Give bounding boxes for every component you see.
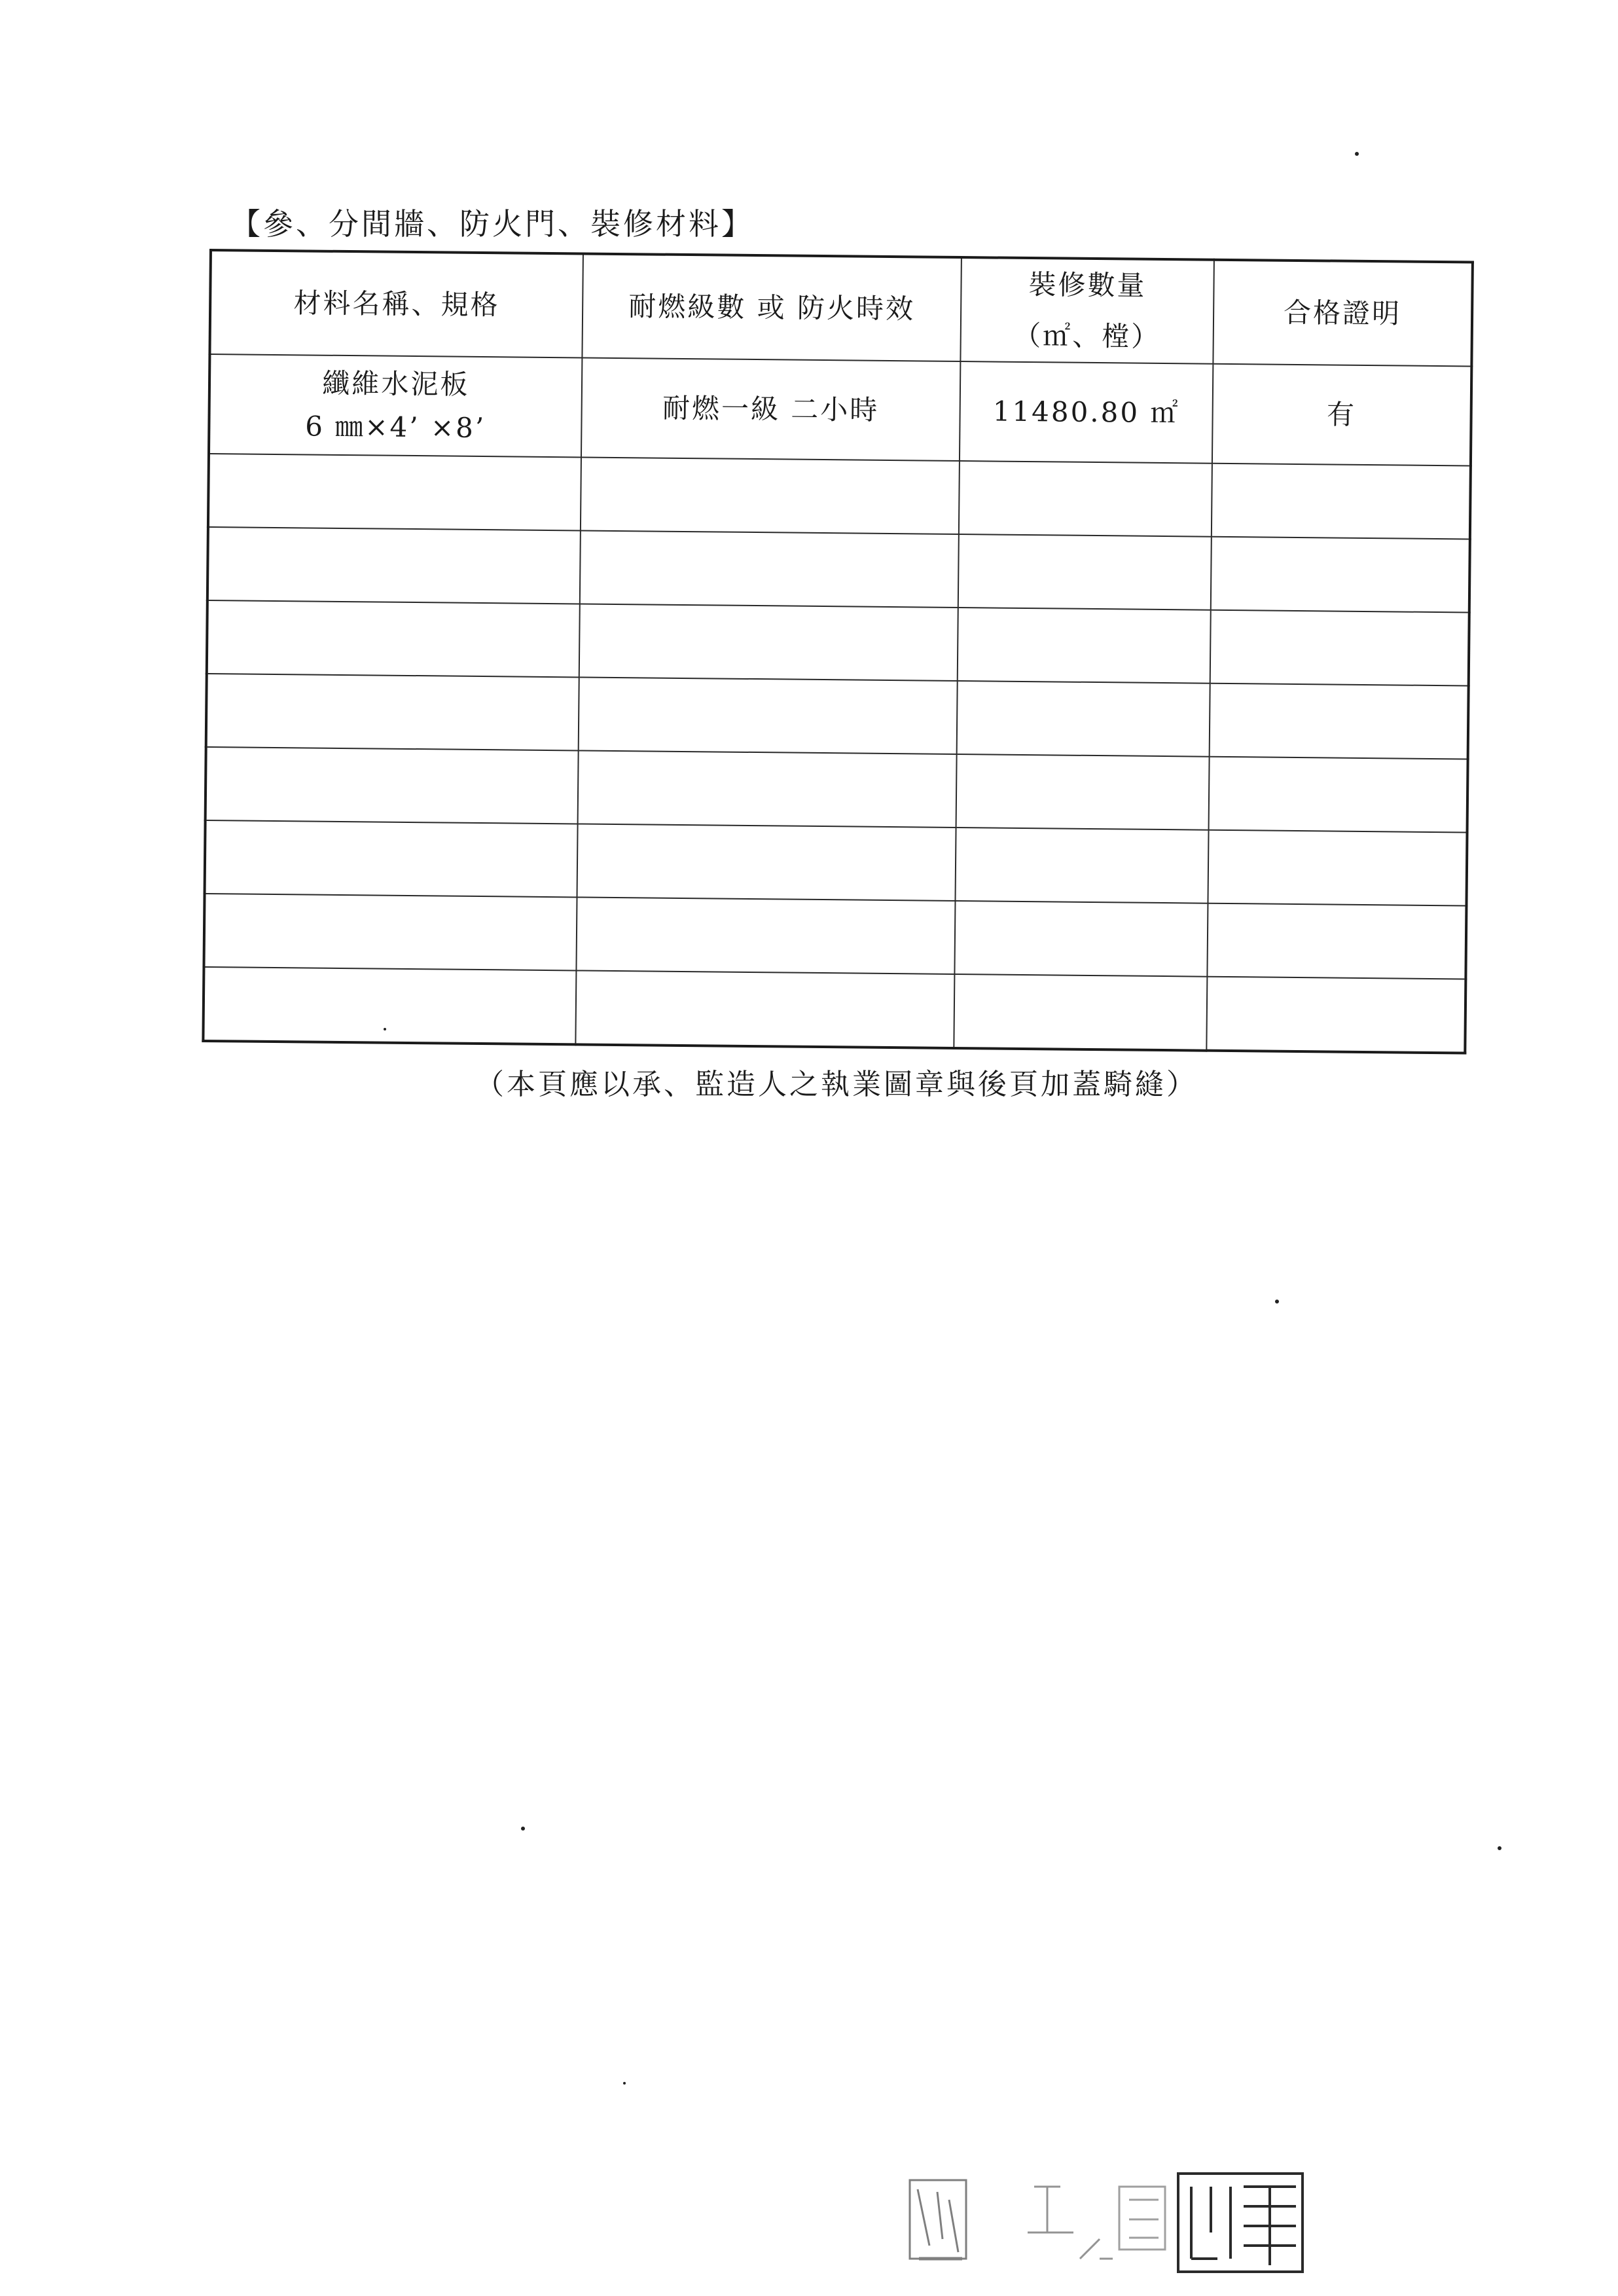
cell-rating-empty <box>576 897 955 974</box>
scan-speck <box>384 1028 386 1030</box>
cell-certificate-empty <box>1211 537 1470 613</box>
seal-stamp-right-small <box>1119 2187 1165 2250</box>
cell-certificate-empty <box>1212 464 1471 539</box>
cell-rating: 耐燃一級 二小時 <box>581 357 961 461</box>
cell-quantity-empty <box>954 974 1207 1051</box>
cell-rating-empty <box>577 824 956 901</box>
cell-certificate-empty <box>1210 610 1469 686</box>
materials-table-wrapper <box>202 249 1473 1050</box>
cell-rating-empty <box>580 530 959 608</box>
table-header-row <box>209 250 1472 366</box>
scan-speck <box>521 1827 525 1831</box>
cell-quantity-empty <box>958 608 1211 683</box>
seal-stamp-right-large <box>1178 2174 1303 2272</box>
cell-material-empty <box>208 454 581 530</box>
cell-material-empty <box>207 527 581 604</box>
table-row-empty <box>208 454 1471 539</box>
cell-rating-empty <box>577 750 956 828</box>
cell-quantity-empty <box>956 754 1210 830</box>
cell-certificate-empty <box>1209 683 1468 759</box>
table-row-empty <box>205 820 1467 906</box>
seal-stamp-middle <box>1028 2187 1113 2259</box>
scan-speck <box>623 2082 626 2085</box>
cell-rating-empty <box>579 604 958 681</box>
cell-material-empty <box>204 894 577 970</box>
header-quantity-line1: 裝修數量 <box>1028 268 1147 302</box>
cell-quantity-empty <box>957 681 1210 757</box>
section-title: 【參、分間牆、防火門、裝修材料】 <box>230 206 754 242</box>
header-certificate: 合格證明 <box>1213 260 1473 367</box>
header-material: 材料名稱、規格 <box>209 250 583 357</box>
header-quantity-line2: （㎡、樘） <box>1013 319 1161 353</box>
table-row-empty <box>207 600 1469 686</box>
table-row-empty <box>206 747 1468 833</box>
footnote: （本頁應以承、監造人之執業圖章與後頁加蓋騎縫） <box>475 1068 1198 1101</box>
seal-stamp-left <box>910 2180 966 2259</box>
scan-speck <box>1275 1300 1279 1303</box>
cell-material-empty <box>205 820 578 897</box>
table-row-empty <box>204 894 1466 979</box>
cell-certificate-empty <box>1208 757 1467 833</box>
cell-material-empty <box>207 600 580 677</box>
cell-certificate-empty <box>1208 830 1467 906</box>
cell-material-empty <box>203 967 576 1044</box>
scan-speck <box>1355 152 1359 156</box>
cell-quantity: 11480.80 ㎡ <box>960 361 1213 464</box>
cell-quantity-empty <box>955 901 1208 977</box>
cell-material-empty <box>206 674 579 750</box>
scan-speck <box>1498 1846 1501 1850</box>
cell-quantity-empty <box>959 461 1212 537</box>
cell-certificate: 有 <box>1212 364 1472 466</box>
cell-material <box>209 354 582 457</box>
cell-rating-empty <box>578 677 957 754</box>
table-row-empty <box>203 967 1465 1053</box>
cell-quantity-empty <box>958 534 1212 610</box>
cell-material-empty <box>206 747 579 824</box>
header-rating: 耐燃級數 或 防火時效 <box>582 253 962 361</box>
cell-certificate-empty <box>1207 903 1466 979</box>
table-row <box>209 354 1471 466</box>
table-row-empty <box>207 527 1470 613</box>
cell-rating-empty <box>575 970 954 1048</box>
header-quantity <box>961 257 1214 364</box>
material-name: 纖維水泥板 <box>322 367 470 401</box>
cell-quantity-empty <box>956 828 1209 903</box>
material-spec: 6 ㎜×4’ ×8’ <box>305 410 486 445</box>
cell-certificate-empty <box>1206 977 1465 1053</box>
cell-rating-empty <box>581 457 960 534</box>
table-row-empty <box>206 674 1469 759</box>
seal-stamps <box>903 2160 1322 2278</box>
materials-table <box>202 249 1474 1054</box>
